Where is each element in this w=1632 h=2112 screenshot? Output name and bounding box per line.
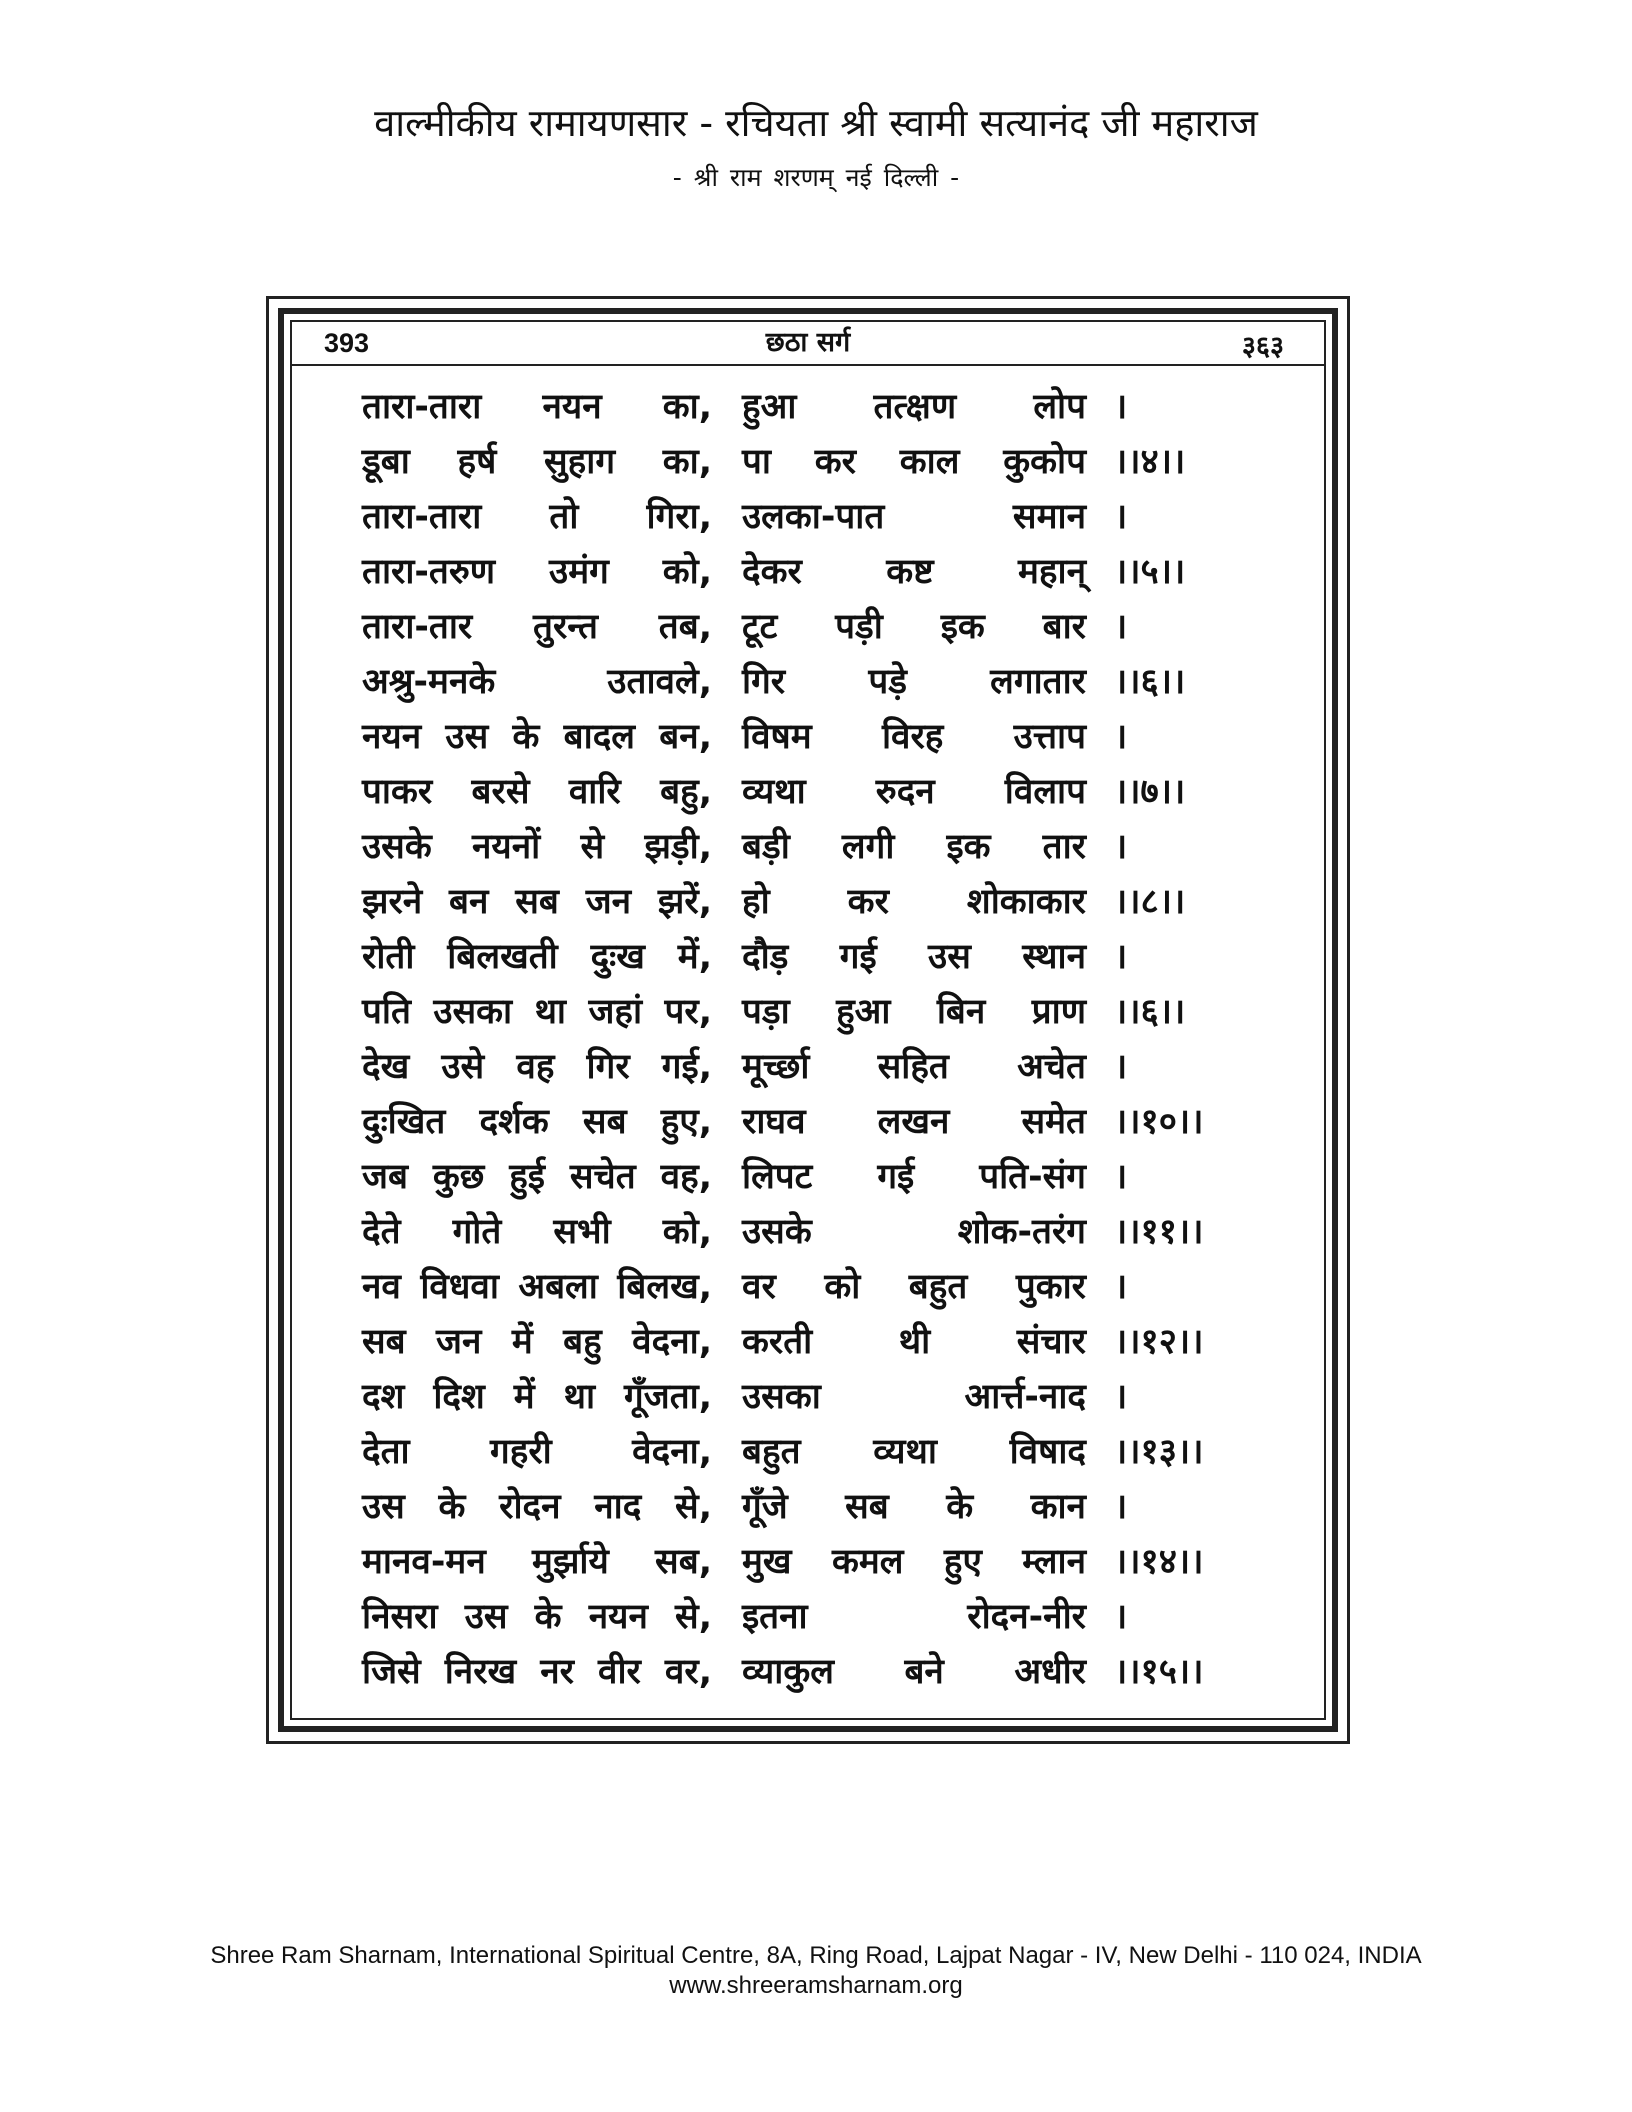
verse-marker: ।।१५।। [1114, 1652, 1204, 1692]
verse-second-half: उसका आर्त्त-नाद [742, 1377, 1086, 1417]
verse-marker: ।।१०।। [1114, 1102, 1204, 1142]
verse-first-half: नव विधवा अबला बिलख, [362, 1267, 712, 1307]
verse-second-half: व्यथा रुदन विलाप [742, 772, 1086, 812]
verse-line [362, 1423, 1302, 1478]
page-number-arabic: 393 [324, 328, 370, 358]
verse-list [362, 378, 1302, 1698]
verse-second-half: मुख कमल हुए म्लान [742, 1542, 1086, 1582]
verse-first-half: तारा-तारा तो गिरा, [362, 497, 712, 537]
verse-second-half: गिर पड़े लगातार [742, 662, 1086, 702]
verse-marker: । [1114, 1377, 1128, 1417]
verse-marker: । [1114, 1157, 1128, 1197]
verse-first-half: पति उसका था जहां पर, [362, 992, 712, 1032]
verse-first-half: रोती बिलखती दुःख में, [362, 937, 712, 977]
verse-first-half: उसके नयनों से झड़ी, [362, 827, 712, 867]
verse-line [362, 1038, 1302, 1093]
verse-line [362, 983, 1302, 1038]
verse-first-half: उस के रोदन नाद से, [362, 1487, 712, 1527]
verse-marker: । [1114, 717, 1128, 757]
verse-second-half: पड़ा हुआ बिन प्राण [742, 992, 1086, 1032]
verse-first-half: तारा-तार तुरन्त तब, [362, 607, 712, 647]
verse-second-half: पा कर काल कुकोप [742, 442, 1086, 482]
verse-marker: ।।१३।। [1114, 1432, 1204, 1472]
verse-second-half: उलका-पात समान [742, 497, 1086, 537]
verse-line [362, 708, 1302, 763]
verse-line [362, 928, 1302, 983]
verse-marker: ।।८।। [1114, 882, 1186, 922]
verse-second-half: वर को बहुत पुकार [742, 1267, 1086, 1307]
verse-marker: ।।७।। [1114, 772, 1186, 812]
verse-first-half: दश दिश में था गूँजता, [362, 1377, 712, 1417]
verse-marker: ।।६।। [1114, 662, 1186, 702]
verse-line [362, 653, 1302, 708]
verse-line [362, 543, 1302, 598]
page-number-devanagari: ३६३ [1241, 331, 1284, 362]
verse-line [362, 488, 1302, 543]
verse-second-half: राघव लखन समेत [742, 1102, 1086, 1142]
verse-second-half: करती थी संचार [742, 1322, 1086, 1362]
verse-marker: ।।१२।। [1114, 1322, 1204, 1362]
verse-first-half: देख उसे वह गिर गई, [362, 1047, 712, 1087]
page-header-bar [292, 322, 1324, 366]
verse-marker: ।।१४।। [1114, 1542, 1204, 1582]
verse-second-half: हो कर शोकाकार [742, 882, 1086, 922]
verse-second-half: बड़ी लगी इक तार [742, 827, 1086, 867]
verse-first-half: तारा-तरुण उमंग को, [362, 552, 712, 592]
document-subtitle: - श्री राम शरणम् नई दिल्ली - [672, 163, 960, 192]
verse-second-half: हुआ तत्क्षण लोप [742, 387, 1086, 427]
verse-second-half: देकर कष्ट महान् [742, 552, 1086, 592]
verse-marker: । [1114, 827, 1128, 867]
verse-marker: । [1114, 1487, 1128, 1527]
verse-line [362, 1093, 1302, 1148]
verse-line [362, 818, 1302, 873]
verse-first-half: जिसे निरख नर वीर वर, [362, 1652, 712, 1692]
verse-line [362, 1148, 1302, 1203]
verse-second-half: मूर्च्छा सहित अचेत [742, 1047, 1086, 1087]
verse-marker: । [1114, 1047, 1128, 1087]
verse-second-half: उसके शोक-तरंग [742, 1212, 1086, 1252]
verse-line [362, 1478, 1302, 1533]
verse-first-half: देता गहरी वेदना, [362, 1432, 712, 1472]
verse-line [362, 1313, 1302, 1368]
verse-line [362, 1203, 1302, 1258]
verse-line [362, 433, 1302, 488]
verse-line [362, 1588, 1302, 1643]
verse-first-half: दुःखित दर्शक सब हुए, [362, 1102, 712, 1142]
verse-first-half: जब कुछ हुई सचेत वह, [362, 1157, 712, 1197]
verse-marker: । [1114, 497, 1128, 537]
verse-line [362, 1533, 1302, 1588]
verse-marker: । [1114, 607, 1128, 647]
verse-marker: ।।५।। [1114, 552, 1186, 592]
footer-address: Shree Ram Sharnam, International Spiritual Centre, 8A, Ring Road, Lajpat Nagar - IV, New Delhi - 110 024, INDIA [210, 1942, 1422, 1969]
verse-first-half: सब जन में बहु वेदना, [362, 1322, 712, 1362]
verse-second-half: व्याकुल बने अधीर [742, 1652, 1086, 1692]
verse-second-half: विषम विरह उत्ताप [742, 717, 1086, 757]
verse-line [362, 763, 1302, 818]
verse-first-half: देते गोते सभी को, [362, 1212, 712, 1252]
verse-line [362, 378, 1302, 433]
verse-line [362, 1643, 1302, 1698]
verse-first-half: झरने बन सब जन झरें, [362, 882, 712, 922]
verse-second-half: दौड़ गई उस स्थान [742, 937, 1086, 977]
verse-line [362, 1258, 1302, 1313]
verse-marker: ।।११।। [1114, 1212, 1204, 1252]
verse-marker: । [1114, 1267, 1128, 1307]
verse-second-half: बहुत व्यथा विषाद [742, 1432, 1086, 1472]
verse-first-half: मानव-मन मुर्झाये सब, [362, 1542, 712, 1582]
verse-marker: । [1114, 937, 1128, 977]
document-title: वाल्मीकीय रामायणसार - रचियता श्री स्वामी सत्यानंद जी महाराज [374, 101, 1258, 145]
verse-first-half: अश्रु-मनके उतावले, [362, 662, 712, 702]
verse-marker: । [1114, 1597, 1128, 1637]
verse-second-half: लिपट गई पति-संग [742, 1157, 1086, 1197]
verse-marker: ।।४।। [1114, 442, 1186, 482]
verse-marker: । [1114, 387, 1128, 427]
verse-second-half: टूट पड़ी इक बार [742, 607, 1086, 647]
footer-website[interactable]: www.shreeramsharnam.org [669, 1972, 963, 1999]
chapter-title: छठा सर्ग [765, 327, 851, 358]
verse-line [362, 598, 1302, 653]
verse-second-half: गूँजे सब के कान [742, 1487, 1086, 1527]
verse-first-half: तारा-तारा नयन का, [362, 387, 712, 427]
verse-line [362, 873, 1302, 928]
verse-first-half: निसरा उस के नयन से, [362, 1597, 712, 1637]
verse-marker: ।।६।। [1114, 992, 1186, 1032]
verse-first-half: पाकर बरसे वारि बहु, [362, 772, 712, 812]
verse-first-half: डूबा हर्ष सुहाग का, [362, 442, 712, 482]
verse-first-half: नयन उस के बादल बन, [362, 717, 712, 757]
verse-second-half: इतना रोदन-नीर [742, 1597, 1086, 1637]
verse-line [362, 1368, 1302, 1423]
